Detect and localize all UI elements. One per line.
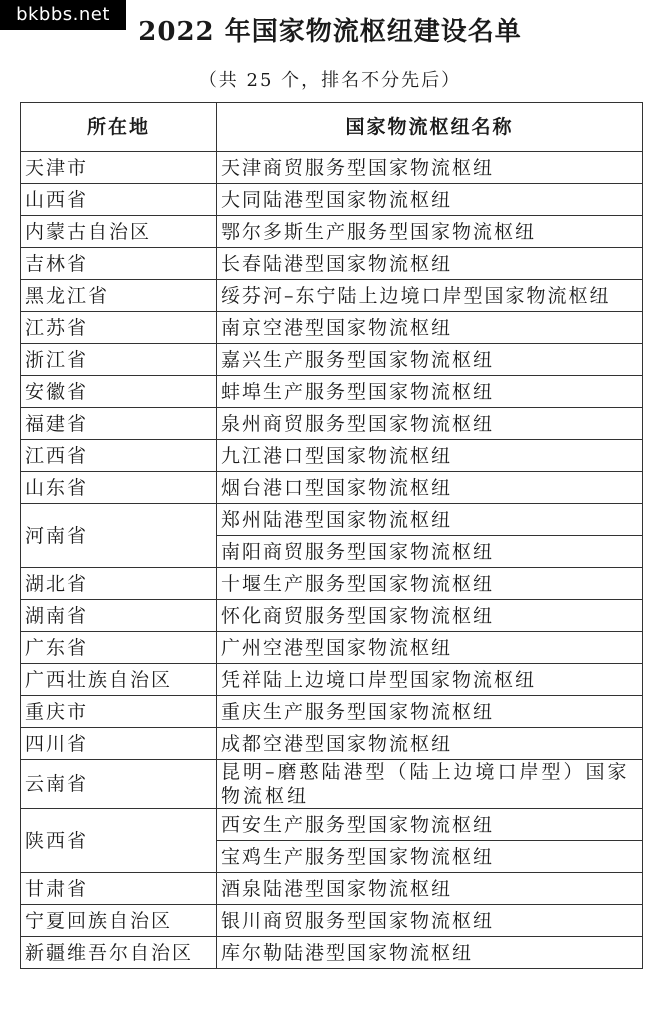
cell-location: 吉林省 bbox=[21, 248, 217, 280]
table-row bbox=[21, 504, 643, 536]
cell-location: 云南省 bbox=[21, 760, 217, 809]
cell-hub-name: 嘉兴生产服务型国家物流枢纽 bbox=[217, 344, 643, 376]
cell-hub-name: 凭祥陆上边境口岸型国家物流枢纽 bbox=[217, 664, 643, 696]
cell-hub-name: 宝鸡生产服务型国家物流枢纽 bbox=[217, 841, 643, 873]
column-header-location: 所在地 bbox=[21, 103, 217, 152]
cell-location: 黑龙江省 bbox=[21, 280, 217, 312]
cell-location: 安徽省 bbox=[21, 376, 217, 408]
cell-location: 河南省 bbox=[21, 504, 217, 568]
cell-location: 广东省 bbox=[21, 632, 217, 664]
cell-location: 湖南省 bbox=[21, 600, 217, 632]
cell-hub-name: 西安生产服务型国家物流枢纽 bbox=[217, 809, 643, 841]
table-row bbox=[21, 248, 643, 280]
cell-location: 山东省 bbox=[21, 472, 217, 504]
cell-hub-name: 绥芬河–东宁陆上边境口岸型国家物流枢纽 bbox=[217, 280, 643, 312]
table-row bbox=[21, 152, 643, 184]
table-row bbox=[21, 312, 643, 344]
cell-hub-name: 长春陆港型国家物流枢纽 bbox=[217, 248, 643, 280]
table-row bbox=[21, 280, 643, 312]
table-row bbox=[21, 376, 643, 408]
cell-hub-name: 大同陆港型国家物流枢纽 bbox=[217, 184, 643, 216]
cell-hub-name: 库尔勒陆港型国家物流枢纽 bbox=[217, 937, 643, 969]
table-row bbox=[21, 873, 643, 905]
table-row bbox=[21, 905, 643, 937]
cell-hub-name: 南阳商贸服务型国家物流枢纽 bbox=[217, 536, 643, 568]
cell-location: 四川省 bbox=[21, 728, 217, 760]
cell-location: 广西壮族自治区 bbox=[21, 664, 217, 696]
cell-location: 湖北省 bbox=[21, 568, 217, 600]
site-watermark: bkbbs.net bbox=[0, 0, 126, 30]
cell-hub-name: 重庆生产服务型国家物流枢纽 bbox=[217, 696, 643, 728]
cell-location: 重庆市 bbox=[21, 696, 217, 728]
table-row bbox=[21, 216, 643, 248]
table-row bbox=[21, 728, 643, 760]
cell-hub-name: 十堰生产服务型国家物流枢纽 bbox=[217, 568, 643, 600]
cell-hub-name: 泉州商贸服务型国家物流枢纽 bbox=[217, 408, 643, 440]
cell-location: 宁夏回族自治区 bbox=[21, 905, 217, 937]
page-subtitle: （共 25 个，排名不分先后） bbox=[198, 70, 462, 91]
table-row bbox=[21, 632, 643, 664]
table-body bbox=[21, 152, 643, 969]
table-row bbox=[21, 600, 643, 632]
table-row bbox=[21, 408, 643, 440]
table-row bbox=[21, 440, 643, 472]
cell-hub-name: 广州空港型国家物流枢纽 bbox=[217, 632, 643, 664]
cell-hub-name: 天津商贸服务型国家物流枢纽 bbox=[217, 152, 643, 184]
table-row bbox=[21, 344, 643, 376]
column-header-hub-name: 国家物流枢纽名称 bbox=[217, 103, 643, 152]
cell-location: 浙江省 bbox=[21, 344, 217, 376]
table-row bbox=[21, 472, 643, 504]
table-row bbox=[21, 937, 643, 969]
cell-location: 新疆维吾尔自治区 bbox=[21, 937, 217, 969]
cell-hub-name: 酒泉陆港型国家物流枢纽 bbox=[217, 873, 643, 905]
cell-hub-name: 九江港口型国家物流枢纽 bbox=[217, 440, 643, 472]
table-row bbox=[21, 760, 643, 809]
table-header-row bbox=[21, 103, 643, 152]
cell-location: 陕西省 bbox=[21, 809, 217, 873]
hub-list-table bbox=[20, 102, 643, 969]
cell-hub-name: 成都空港型国家物流枢纽 bbox=[217, 728, 643, 760]
cell-hub-name: 郑州陆港型国家物流枢纽 bbox=[217, 504, 643, 536]
table-row bbox=[21, 696, 643, 728]
table-row bbox=[21, 184, 643, 216]
cell-location: 江苏省 bbox=[21, 312, 217, 344]
cell-hub-name: 怀化商贸服务型国家物流枢纽 bbox=[217, 600, 643, 632]
table-row bbox=[21, 568, 643, 600]
cell-location: 福建省 bbox=[21, 408, 217, 440]
cell-hub-name: 银川商贸服务型国家物流枢纽 bbox=[217, 905, 643, 937]
cell-location: 甘肃省 bbox=[21, 873, 217, 905]
cell-location: 山西省 bbox=[21, 184, 217, 216]
table-row bbox=[21, 809, 643, 841]
table-row bbox=[21, 664, 643, 696]
cell-hub-name: 鄂尔多斯生产服务型国家物流枢纽 bbox=[217, 216, 643, 248]
cell-location: 江西省 bbox=[21, 440, 217, 472]
cell-hub-name: 南京空港型国家物流枢纽 bbox=[217, 312, 643, 344]
cell-location: 内蒙古自治区 bbox=[21, 216, 217, 248]
cell-location: 天津市 bbox=[21, 152, 217, 184]
cell-hub-name: 昆明–磨憨陆港型（陆上边境口岸型）国家物流枢纽 bbox=[217, 760, 643, 809]
cell-hub-name: 蚌埠生产服务型国家物流枢纽 bbox=[217, 376, 643, 408]
cell-hub-name: 烟台港口型国家物流枢纽 bbox=[217, 472, 643, 504]
page-title: 2022 年国家物流枢纽建设名单 bbox=[138, 17, 522, 47]
